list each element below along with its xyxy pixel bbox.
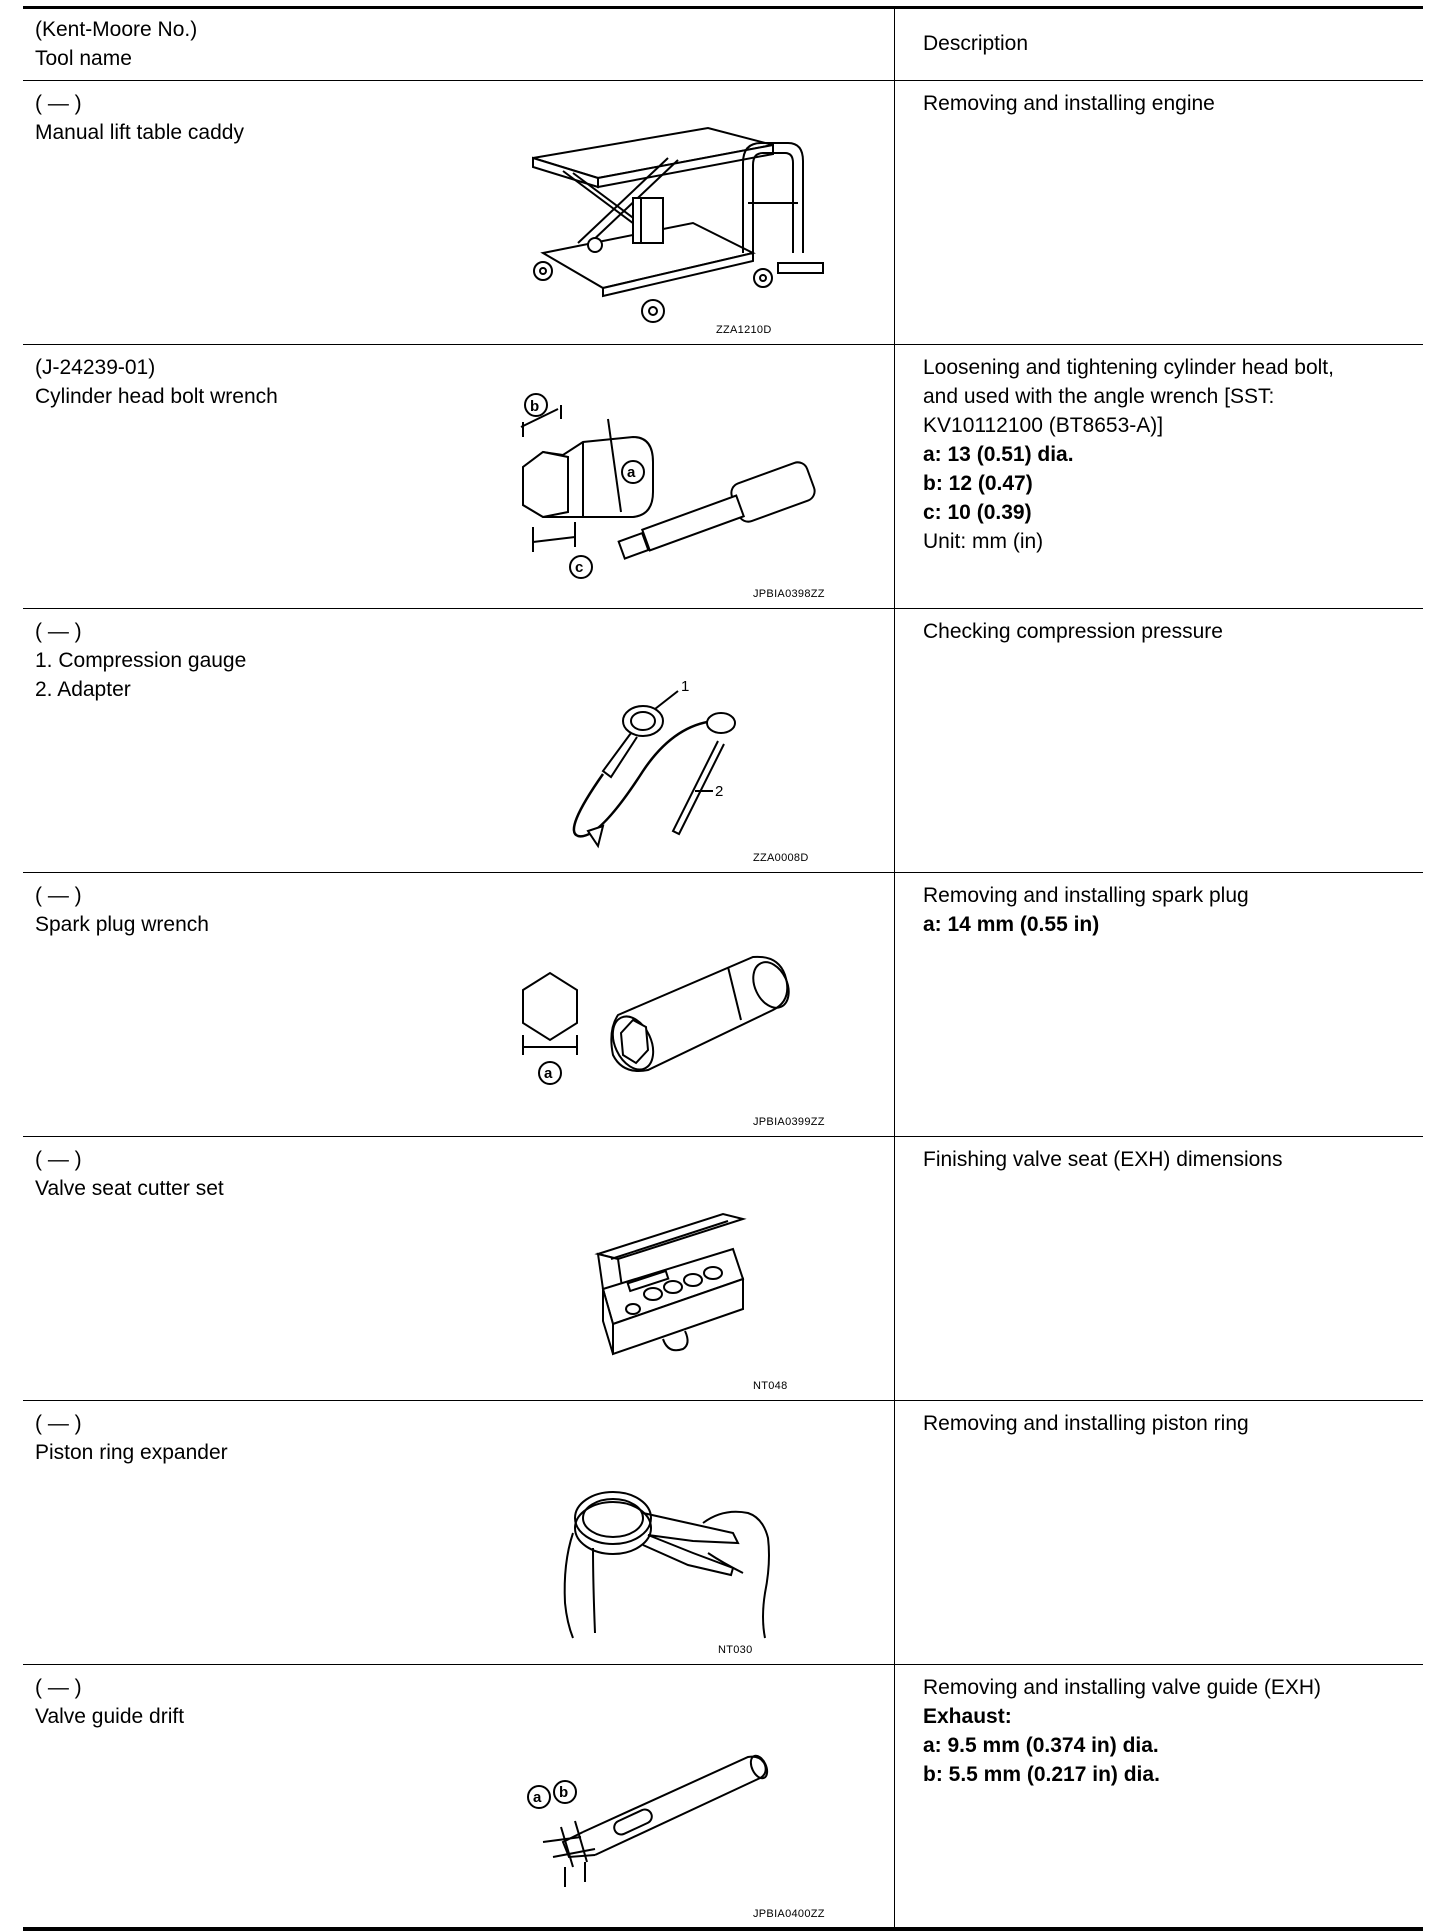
- tool-name: Spark plug wrench: [35, 913, 209, 936]
- valve-guide-drift-illustration: [503, 1687, 863, 1921]
- description-cell: [895, 1137, 1423, 1400]
- figure-code: JPBIA0398ZZ: [753, 588, 825, 600]
- tool-number: ( — ): [35, 1676, 82, 1699]
- header-tool-name-label: Tool name: [35, 47, 132, 70]
- tool-cell: [23, 873, 895, 1136]
- header-tool-column: [23, 9, 895, 80]
- tool-name: Manual lift table caddy: [35, 121, 244, 144]
- figure-code: ZZA0008D: [753, 852, 809, 864]
- table-row: [23, 81, 1423, 345]
- header-description-column: [895, 9, 1423, 80]
- tool-number: ( — ): [35, 884, 82, 907]
- compression-gauge-illustration: [503, 631, 863, 865]
- cylinder-head-bolt-wrench-illustration: [503, 367, 863, 601]
- tool-cell: [23, 345, 895, 608]
- tool-cell: [23, 81, 895, 344]
- tool-number: ( — ): [35, 92, 82, 115]
- figure-code: NT030: [718, 1644, 753, 1656]
- header-kent-moore-label: (Kent-Moore No.): [35, 18, 198, 41]
- callout-label: a: [544, 1065, 553, 1082]
- table-row: [23, 873, 1423, 1137]
- description-spec: a: 13 (0.51) dia.: [923, 443, 1074, 466]
- callout-label: 1: [681, 678, 690, 695]
- description-spec: b: 5.5 mm (0.217 in) dia.: [923, 1763, 1160, 1786]
- description-cell: [895, 609, 1423, 872]
- table-row: [23, 1665, 1423, 1927]
- tool-name: Cylinder head bolt wrench: [35, 385, 278, 408]
- table-row: [23, 1401, 1423, 1665]
- table-row: [23, 345, 1423, 609]
- description-line: Loosening and tightening cylinder head bolt,: [923, 356, 1334, 379]
- tool-cell: [23, 1665, 895, 1927]
- description-line: KV10112100 (BT8653-A)]: [923, 414, 1164, 437]
- special-service-tools-table: [23, 6, 1423, 1931]
- tool-name: Piston ring expander: [35, 1441, 228, 1464]
- description-spec: a: 9.5 mm (0.374 in) dia.: [923, 1734, 1159, 1757]
- tool-name: 1. Compression gauge: [35, 649, 247, 672]
- valve-seat-cutter-set-illustration: [503, 1159, 863, 1393]
- description-spec: Exhaust:: [923, 1705, 1012, 1728]
- callout-label: a: [627, 464, 636, 481]
- description-unit: Unit: mm (in): [923, 530, 1044, 553]
- description-line: Removing and installing valve guide (EXH): [923, 1676, 1322, 1699]
- description-line: Checking compression pressure: [923, 620, 1223, 643]
- description-line: Removing and installing piston ring: [923, 1412, 1249, 1435]
- callout-label: b: [530, 398, 540, 415]
- description-cell: [895, 345, 1423, 608]
- table-row: [23, 1137, 1423, 1401]
- tool-number: ( — ): [35, 1412, 82, 1435]
- description-line: Finishing valve seat (EXH) dimensions: [923, 1148, 1283, 1171]
- callout-label: c: [575, 559, 584, 576]
- callout-label: 2: [715, 783, 724, 800]
- tool-cell: [23, 609, 895, 872]
- description-cell: [895, 1665, 1423, 1927]
- description-spec: a: 14 mm (0.55 in): [923, 913, 1100, 936]
- description-spec: b: 12 (0.47): [923, 472, 1033, 495]
- callout-label: a: [533, 1789, 542, 1806]
- piston-ring-expander-illustration: [503, 1423, 863, 1657]
- description-cell: [895, 873, 1423, 1136]
- tool-number: (J-24239-01): [35, 356, 156, 379]
- description-spec: c: 10 (0.39): [923, 501, 1032, 524]
- figure-code: NT048: [753, 1380, 788, 1392]
- figure-code: ZZA1210D: [716, 324, 772, 336]
- tool-name: Valve seat cutter set: [35, 1177, 224, 1200]
- header-description-label: Description: [923, 32, 1029, 55]
- table-header: [23, 9, 1423, 81]
- tool-name: Valve guide drift: [35, 1705, 185, 1728]
- figure-code: JPBIA0400ZZ: [753, 1908, 825, 1920]
- tool-cell: [23, 1401, 895, 1664]
- description-cell: [895, 81, 1423, 344]
- tool-number: ( — ): [35, 1148, 82, 1171]
- description-line: and used with the angle wrench [SST:: [923, 385, 1275, 408]
- lift-table-caddy-illustration: [503, 103, 863, 337]
- tool-name: 2. Adapter: [35, 678, 131, 701]
- description-line: Removing and installing engine: [923, 92, 1215, 115]
- description-line: Removing and installing spark plug: [923, 884, 1249, 907]
- spark-plug-wrench-illustration: [503, 895, 863, 1129]
- tool-cell: [23, 1137, 895, 1400]
- table-row: [23, 609, 1423, 873]
- callout-label: b: [559, 1784, 569, 1801]
- figure-code: JPBIA0399ZZ: [753, 1116, 825, 1128]
- tool-number: ( — ): [35, 620, 82, 643]
- description-cell: [895, 1401, 1423, 1664]
